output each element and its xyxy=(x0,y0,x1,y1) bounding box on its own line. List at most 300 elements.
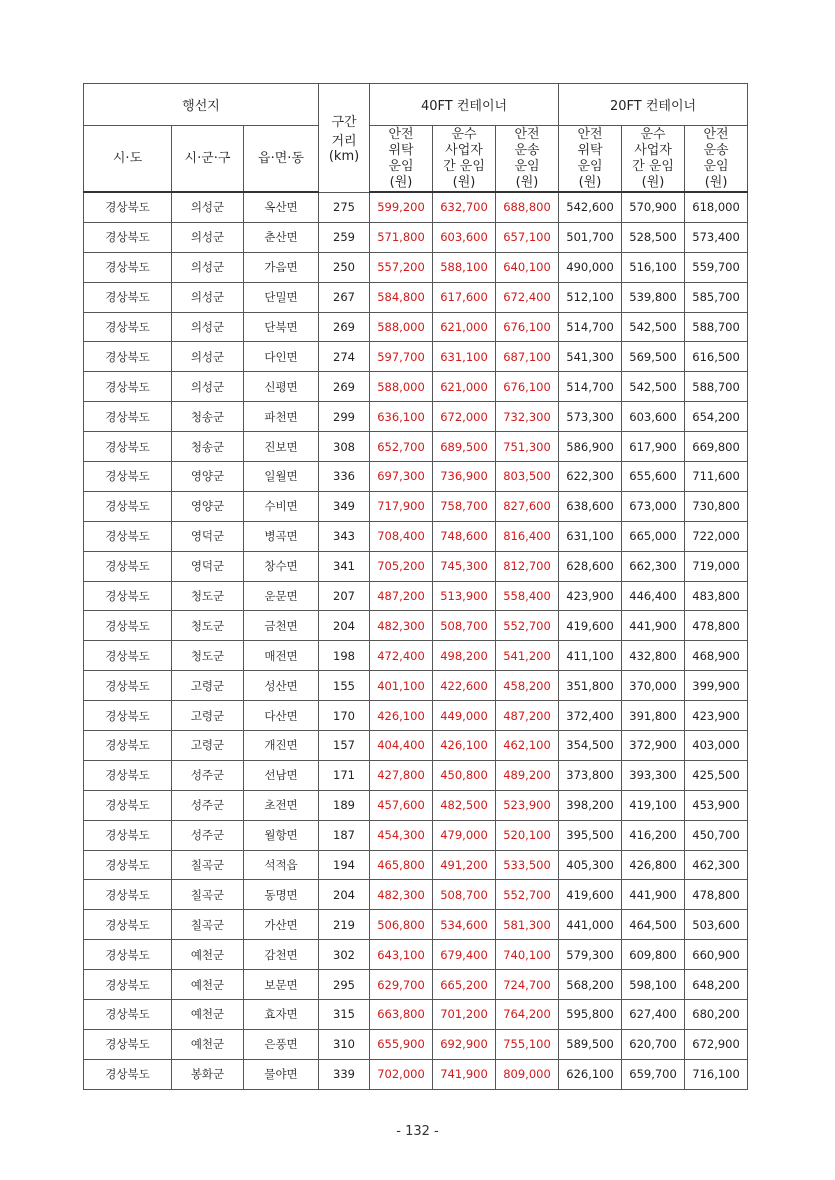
ft20-safe-transport-cell: 669,800 xyxy=(685,432,748,462)
ft20-safe-transport-cell: 654,200 xyxy=(685,402,748,432)
ft40-header: 40FT 컨테이너 xyxy=(370,84,559,126)
sigungu-cell: 예천군 xyxy=(172,1000,244,1030)
eupmyeondong-cell: 창수면 xyxy=(244,551,319,581)
ft40-carrier-between-cell: 482,500 xyxy=(433,790,496,820)
ft20-safe-consign-cell: 541,300 xyxy=(559,342,622,372)
ft40-carrier-between-cell: 758,700 xyxy=(433,491,496,521)
ft40-safe-consign-cell: 506,800 xyxy=(370,910,433,940)
ft20-safe-transport-cell: 399,900 xyxy=(685,671,748,701)
ft20-safe-transport-cell: 719,000 xyxy=(685,551,748,581)
ft20-safe-transport-cell: 722,000 xyxy=(685,521,748,551)
table-row xyxy=(84,282,748,312)
distance-cell: 343 xyxy=(319,521,370,551)
distance-cell: 302 xyxy=(319,940,370,970)
ft40-safe-transport-cell: 523,900 xyxy=(496,790,559,820)
ft40-safe-consign-cell: 588,000 xyxy=(370,372,433,402)
ft40-carrier-between-cell: 621,000 xyxy=(433,372,496,402)
sigungu-cell: 의성군 xyxy=(172,222,244,252)
distance-cell: 269 xyxy=(319,372,370,402)
eupmyeondong-cell: 파천면 xyxy=(244,402,319,432)
ft20-safe-consign-cell: 419,600 xyxy=(559,611,622,641)
sido-cell: 경상북도 xyxy=(84,940,172,970)
ft40-safe-consign-header: 안전 위탁 운임 (원) xyxy=(370,126,433,193)
ft40-carrier-between-cell: 498,200 xyxy=(433,641,496,671)
ft20-carrier-between-cell: 655,600 xyxy=(622,462,685,492)
ft40-carrier-between-header: 운수 사업자 간 운임 (원) xyxy=(433,126,496,193)
eupmyeondong-cell: 매전면 xyxy=(244,641,319,671)
ft20-carrier-between-cell: 528,500 xyxy=(622,222,685,252)
eupmyeondong-cell: 수비면 xyxy=(244,491,319,521)
ft20-safe-transport-cell: 559,700 xyxy=(685,252,748,282)
ft40-safe-transport-cell: 755,100 xyxy=(496,1029,559,1059)
ft20-carrier-between-cell: 441,900 xyxy=(622,611,685,641)
ft20-safe-consign-cell: 568,200 xyxy=(559,970,622,1000)
distance-cell: 204 xyxy=(319,611,370,641)
sigungu-cell: 고령군 xyxy=(172,731,244,761)
ft40-carrier-between-cell: 741,900 xyxy=(433,1059,496,1089)
ft20-carrier-between-cell: 598,100 xyxy=(622,970,685,1000)
ft40-safe-transport-cell: 552,700 xyxy=(496,611,559,641)
table-row xyxy=(84,671,748,701)
ft40-safe-transport-cell: 462,100 xyxy=(496,731,559,761)
rate-table xyxy=(83,83,748,1090)
table-row xyxy=(84,342,748,372)
eupmyeondong-cell: 보문면 xyxy=(244,970,319,1000)
eupmyeondong-cell: 다산면 xyxy=(244,701,319,731)
table-row xyxy=(84,312,748,342)
table-row xyxy=(84,581,748,611)
ft40-safe-transport-cell: 520,100 xyxy=(496,820,559,850)
ft40-safe-transport-cell: 640,100 xyxy=(496,252,559,282)
distance-cell: 269 xyxy=(319,312,370,342)
eupmyeondong-cell: 일월면 xyxy=(244,462,319,492)
ft40-safe-consign-cell: 652,700 xyxy=(370,432,433,462)
ft20-safe-transport-cell: 478,800 xyxy=(685,880,748,910)
ft20-carrier-between-cell: 446,400 xyxy=(622,581,685,611)
sido-cell: 경상북도 xyxy=(84,970,172,1000)
ft40-safe-transport-cell: 740,100 xyxy=(496,940,559,970)
ft40-carrier-between-cell: 748,600 xyxy=(433,521,496,551)
ft20-carrier-between-cell: 569,500 xyxy=(622,342,685,372)
ft40-safe-consign-cell: 636,100 xyxy=(370,402,433,432)
ft20-safe-transport-cell: 716,100 xyxy=(685,1059,748,1089)
ft40-carrier-between-cell: 422,600 xyxy=(433,671,496,701)
sigungu-cell: 예천군 xyxy=(172,1029,244,1059)
ft20-safe-consign-cell: 354,500 xyxy=(559,731,622,761)
distance-cell: 295 xyxy=(319,970,370,1000)
sido-cell: 경상북도 xyxy=(84,402,172,432)
ft40-safe-consign-cell: 427,800 xyxy=(370,760,433,790)
eupmyeondong-cell: 성산면 xyxy=(244,671,319,701)
eupmyeondong-cell: 효자면 xyxy=(244,1000,319,1030)
ft20-safe-consign-cell: 631,100 xyxy=(559,521,622,551)
ft20-safe-consign-header: 안전 위탁 운임 (원) xyxy=(559,126,622,193)
sido-cell: 경상북도 xyxy=(84,491,172,521)
distance-cell: 299 xyxy=(319,402,370,432)
ft20-carrier-between-cell: 419,100 xyxy=(622,790,685,820)
ft40-carrier-between-cell: 631,100 xyxy=(433,342,496,372)
table-row xyxy=(84,910,748,940)
ft40-safe-transport-cell: 812,700 xyxy=(496,551,559,581)
eupmyeondong-cell: 감천면 xyxy=(244,940,319,970)
ft40-carrier-between-cell: 617,600 xyxy=(433,282,496,312)
ft40-carrier-between-cell: 679,400 xyxy=(433,940,496,970)
table-row xyxy=(84,462,748,492)
ft40-safe-consign-cell: 663,800 xyxy=(370,1000,433,1030)
ft40-safe-consign-cell: 702,000 xyxy=(370,1059,433,1089)
ft40-safe-consign-cell: 697,300 xyxy=(370,462,433,492)
ft40-safe-consign-cell: 588,000 xyxy=(370,312,433,342)
ft40-safe-transport-cell: 732,300 xyxy=(496,402,559,432)
table-row xyxy=(84,790,748,820)
eupmyeondong-cell: 석적읍 xyxy=(244,850,319,880)
ft20-safe-transport-cell: 648,200 xyxy=(685,970,748,1000)
eupmyeondong-cell: 초전면 xyxy=(244,790,319,820)
eupmyeondong-cell: 물야면 xyxy=(244,1059,319,1089)
sigungu-cell: 청도군 xyxy=(172,611,244,641)
sido-cell: 경상북도 xyxy=(84,731,172,761)
sido-cell: 경상북도 xyxy=(84,910,172,940)
ft20-carrier-between-cell: 662,300 xyxy=(622,551,685,581)
ft20-safe-consign-cell: 351,800 xyxy=(559,671,622,701)
sido-cell: 경상북도 xyxy=(84,760,172,790)
distance-cell: 274 xyxy=(319,342,370,372)
ft20-safe-transport-cell: 616,500 xyxy=(685,342,748,372)
distance-header: 구간 거리 (km) xyxy=(319,84,370,193)
ft40-safe-transport-header: 안전 운송 운임 (원) xyxy=(496,126,559,193)
ft40-carrier-between-cell: 701,200 xyxy=(433,1000,496,1030)
ft40-safe-consign-cell: 454,300 xyxy=(370,820,433,850)
ft40-safe-consign-cell: 597,700 xyxy=(370,342,433,372)
sido-cell: 경상북도 xyxy=(84,641,172,671)
eupmyeondong-cell: 가산면 xyxy=(244,910,319,940)
ft40-safe-consign-cell: 708,400 xyxy=(370,521,433,551)
sigungu-cell: 고령군 xyxy=(172,701,244,731)
table-row xyxy=(84,880,748,910)
sido-cell: 경상북도 xyxy=(84,850,172,880)
ft20-safe-transport-cell: 711,600 xyxy=(685,462,748,492)
ft20-safe-transport-cell: 483,800 xyxy=(685,581,748,611)
distance-cell: 171 xyxy=(319,760,370,790)
ft40-carrier-between-cell: 513,900 xyxy=(433,581,496,611)
ft40-safe-transport-cell: 541,200 xyxy=(496,641,559,671)
sigungu-cell: 의성군 xyxy=(172,282,244,312)
destination-header: 행선지 xyxy=(84,84,319,126)
eupmyeondong-cell: 다인면 xyxy=(244,342,319,372)
ft20-safe-transport-cell: 672,900 xyxy=(685,1029,748,1059)
eupmyeondong-header: 읍·면·동 xyxy=(244,126,319,193)
ft20-safe-consign-cell: 595,800 xyxy=(559,1000,622,1030)
ft20-carrier-between-cell: 441,900 xyxy=(622,880,685,910)
sigungu-cell: 칠곡군 xyxy=(172,880,244,910)
sido-cell: 경상북도 xyxy=(84,372,172,402)
ft40-safe-transport-cell: 809,000 xyxy=(496,1059,559,1089)
ft20-carrier-between-cell: 542,500 xyxy=(622,312,685,342)
sigungu-cell: 성주군 xyxy=(172,790,244,820)
ft40-safe-transport-cell: 458,200 xyxy=(496,671,559,701)
ft40-safe-transport-cell: 657,100 xyxy=(496,222,559,252)
ft40-safe-consign-cell: 465,800 xyxy=(370,850,433,880)
sigungu-cell: 예천군 xyxy=(172,970,244,1000)
ft20-safe-consign-cell: 423,900 xyxy=(559,581,622,611)
ft40-carrier-between-cell: 534,600 xyxy=(433,910,496,940)
ft20-carrier-between-cell: 542,500 xyxy=(622,372,685,402)
sido-cell: 경상북도 xyxy=(84,432,172,462)
ft20-carrier-between-cell: 617,900 xyxy=(622,432,685,462)
eupmyeondong-cell: 개진면 xyxy=(244,731,319,761)
ft20-safe-transport-cell: 423,900 xyxy=(685,701,748,731)
ft40-safe-transport-cell: 688,800 xyxy=(496,192,559,222)
sido-cell: 경상북도 xyxy=(84,551,172,581)
sido-cell: 경상북도 xyxy=(84,192,172,222)
ft40-safe-transport-cell: 533,500 xyxy=(496,850,559,880)
sido-cell: 경상북도 xyxy=(84,671,172,701)
distance-cell: 187 xyxy=(319,820,370,850)
eupmyeondong-cell: 은풍면 xyxy=(244,1029,319,1059)
ft40-safe-consign-cell: 705,200 xyxy=(370,551,433,581)
ft20-carrier-between-cell: 464,500 xyxy=(622,910,685,940)
ft40-safe-consign-cell: 482,300 xyxy=(370,611,433,641)
distance-cell: 198 xyxy=(319,641,370,671)
ft20-safe-transport-cell: 468,900 xyxy=(685,641,748,671)
page-number: - 132 - xyxy=(396,1124,439,1139)
sigungu-cell: 영양군 xyxy=(172,491,244,521)
ft40-carrier-between-cell: 603,600 xyxy=(433,222,496,252)
ft20-carrier-between-cell: 370,000 xyxy=(622,671,685,701)
distance-cell: 339 xyxy=(319,1059,370,1089)
ft20-safe-consign-cell: 398,200 xyxy=(559,790,622,820)
table-row xyxy=(84,551,748,581)
sido-cell: 경상북도 xyxy=(84,282,172,312)
ft40-safe-transport-cell: 724,700 xyxy=(496,970,559,1000)
distance-cell: 267 xyxy=(319,282,370,312)
ft40-safe-transport-cell: 816,400 xyxy=(496,521,559,551)
ft20-safe-consign-cell: 626,100 xyxy=(559,1059,622,1089)
distance-cell: 250 xyxy=(319,252,370,282)
sigungu-cell: 의성군 xyxy=(172,342,244,372)
sido-cell: 경상북도 xyxy=(84,1029,172,1059)
ft20-safe-consign-cell: 405,300 xyxy=(559,850,622,880)
ft40-safe-transport-cell: 676,100 xyxy=(496,372,559,402)
ft20-safe-consign-cell: 514,700 xyxy=(559,312,622,342)
table-row xyxy=(84,970,748,1000)
ft40-safe-transport-cell: 672,400 xyxy=(496,282,559,312)
ft40-safe-transport-cell: 687,100 xyxy=(496,342,559,372)
sigungu-cell: 성주군 xyxy=(172,760,244,790)
table-row xyxy=(84,760,748,790)
sigungu-cell: 봉화군 xyxy=(172,1059,244,1089)
ft20-safe-consign-cell: 638,600 xyxy=(559,491,622,521)
ft40-safe-consign-cell: 401,100 xyxy=(370,671,433,701)
table-row xyxy=(84,402,748,432)
sigungu-cell: 의성군 xyxy=(172,312,244,342)
table-row xyxy=(84,1059,748,1089)
ft20-safe-consign-cell: 589,500 xyxy=(559,1029,622,1059)
distance-cell: 308 xyxy=(319,432,370,462)
ft40-safe-consign-cell: 404,400 xyxy=(370,731,433,761)
sigungu-cell: 의성군 xyxy=(172,372,244,402)
ft40-safe-consign-cell: 426,100 xyxy=(370,701,433,731)
sido-cell: 경상북도 xyxy=(84,790,172,820)
table-row xyxy=(84,192,748,222)
ft40-carrier-between-cell: 736,900 xyxy=(433,462,496,492)
ft40-safe-consign-cell: 655,900 xyxy=(370,1029,433,1059)
ft40-carrier-between-cell: 491,200 xyxy=(433,850,496,880)
distance-cell: 349 xyxy=(319,491,370,521)
ft20-safe-consign-cell: 373,800 xyxy=(559,760,622,790)
sigungu-cell: 청도군 xyxy=(172,641,244,671)
ft40-safe-consign-cell: 457,600 xyxy=(370,790,433,820)
ft40-safe-consign-cell: 557,200 xyxy=(370,252,433,282)
ft20-safe-consign-cell: 622,300 xyxy=(559,462,622,492)
sigungu-cell: 칠곡군 xyxy=(172,910,244,940)
distance-cell: 219 xyxy=(319,910,370,940)
eupmyeondong-cell: 단밀면 xyxy=(244,282,319,312)
ft20-safe-consign-cell: 441,000 xyxy=(559,910,622,940)
ft40-safe-transport-cell: 764,200 xyxy=(496,1000,559,1030)
ft20-carrier-between-cell: 391,800 xyxy=(622,701,685,731)
table-row xyxy=(84,252,748,282)
ft20-carrier-between-cell: 659,700 xyxy=(622,1059,685,1089)
ft20-carrier-between-cell: 609,800 xyxy=(622,940,685,970)
ft20-carrier-between-cell: 570,900 xyxy=(622,192,685,222)
sigungu-header: 시·군·구 xyxy=(172,126,244,193)
ft20-safe-consign-cell: 419,600 xyxy=(559,880,622,910)
sigungu-cell: 칠곡군 xyxy=(172,850,244,880)
eupmyeondong-cell: 선남면 xyxy=(244,760,319,790)
table-row xyxy=(84,701,748,731)
sido-cell: 경상북도 xyxy=(84,1000,172,1030)
table-row xyxy=(84,521,748,551)
table-row xyxy=(84,940,748,970)
ft40-safe-consign-cell: 472,400 xyxy=(370,641,433,671)
ft20-carrier-between-cell: 372,900 xyxy=(622,731,685,761)
sido-cell: 경상북도 xyxy=(84,611,172,641)
ft20-safe-consign-cell: 579,300 xyxy=(559,940,622,970)
table-row xyxy=(84,372,748,402)
sido-cell: 경상북도 xyxy=(84,581,172,611)
ft20-carrier-between-cell: 426,800 xyxy=(622,850,685,880)
ft40-safe-consign-cell: 629,700 xyxy=(370,970,433,1000)
ft40-safe-consign-cell: 643,100 xyxy=(370,940,433,970)
distance-cell: 157 xyxy=(319,731,370,761)
ft40-safe-consign-cell: 571,800 xyxy=(370,222,433,252)
ft20-safe-consign-cell: 490,000 xyxy=(559,252,622,282)
table-row xyxy=(84,820,748,850)
distance-cell: 189 xyxy=(319,790,370,820)
sido-cell: 경상북도 xyxy=(84,521,172,551)
sido-header: 시·도 xyxy=(84,126,172,193)
distance-cell: 275 xyxy=(319,192,370,222)
eupmyeondong-cell: 금천면 xyxy=(244,611,319,641)
sigungu-cell: 영덕군 xyxy=(172,551,244,581)
ft40-carrier-between-cell: 689,500 xyxy=(433,432,496,462)
sido-cell: 경상북도 xyxy=(84,880,172,910)
ft20-carrier-between-cell: 539,800 xyxy=(622,282,685,312)
ft20-safe-consign-cell: 512,100 xyxy=(559,282,622,312)
ft20-safe-transport-cell: 450,700 xyxy=(685,820,748,850)
ft20-carrier-between-cell: 620,700 xyxy=(622,1029,685,1059)
table-body xyxy=(84,192,748,1089)
sigungu-cell: 의성군 xyxy=(172,252,244,282)
sigungu-cell: 청송군 xyxy=(172,402,244,432)
ft20-safe-transport-cell: 588,700 xyxy=(685,312,748,342)
table-row xyxy=(84,491,748,521)
table-row xyxy=(84,432,748,462)
ft40-carrier-between-cell: 449,000 xyxy=(433,701,496,731)
ft40-safe-consign-cell: 487,200 xyxy=(370,581,433,611)
sido-cell: 경상북도 xyxy=(84,342,172,372)
ft20-safe-consign-cell: 411,100 xyxy=(559,641,622,671)
distance-cell: 310 xyxy=(319,1029,370,1059)
distance-cell: 207 xyxy=(319,581,370,611)
ft20-carrier-between-cell: 393,300 xyxy=(622,760,685,790)
eupmyeondong-cell: 진보면 xyxy=(244,432,319,462)
ft20-safe-transport-cell: 588,700 xyxy=(685,372,748,402)
ft20-safe-transport-cell: 660,900 xyxy=(685,940,748,970)
sigungu-cell: 의성군 xyxy=(172,192,244,222)
ft40-safe-transport-cell: 827,600 xyxy=(496,491,559,521)
ft40-safe-consign-cell: 599,200 xyxy=(370,192,433,222)
distance-cell: 259 xyxy=(319,222,370,252)
ft20-safe-consign-cell: 501,700 xyxy=(559,222,622,252)
sido-cell: 경상북도 xyxy=(84,312,172,342)
eupmyeondong-cell: 동명면 xyxy=(244,880,319,910)
ft40-safe-transport-cell: 487,200 xyxy=(496,701,559,731)
ft40-carrier-between-cell: 450,800 xyxy=(433,760,496,790)
table-row xyxy=(84,731,748,761)
ft20-safe-consign-cell: 514,700 xyxy=(559,372,622,402)
distance-cell: 155 xyxy=(319,671,370,701)
ft40-safe-transport-cell: 751,300 xyxy=(496,432,559,462)
ft20-safe-transport-cell: 453,900 xyxy=(685,790,748,820)
sido-cell: 경상북도 xyxy=(84,701,172,731)
ft20-safe-transport-cell: 478,800 xyxy=(685,611,748,641)
ft20-carrier-between-cell: 673,000 xyxy=(622,491,685,521)
distance-cell: 204 xyxy=(319,880,370,910)
ft20-carrier-between-cell: 432,800 xyxy=(622,641,685,671)
distance-cell: 315 xyxy=(319,1000,370,1030)
ft40-safe-transport-cell: 676,100 xyxy=(496,312,559,342)
ft40-carrier-between-cell: 426,100 xyxy=(433,731,496,761)
eupmyeondong-cell: 춘산면 xyxy=(244,222,319,252)
sigungu-cell: 영덕군 xyxy=(172,521,244,551)
eupmyeondong-cell: 가음면 xyxy=(244,252,319,282)
ft20-carrier-between-cell: 516,100 xyxy=(622,252,685,282)
ft40-safe-transport-cell: 581,300 xyxy=(496,910,559,940)
ft40-carrier-between-cell: 672,000 xyxy=(433,402,496,432)
table-row xyxy=(84,850,748,880)
distance-cell: 170 xyxy=(319,701,370,731)
ft40-carrier-between-cell: 665,200 xyxy=(433,970,496,1000)
table-row xyxy=(84,641,748,671)
ft40-carrier-between-cell: 588,100 xyxy=(433,252,496,282)
ft20-safe-consign-cell: 586,900 xyxy=(559,432,622,462)
ft20-safe-transport-cell: 573,400 xyxy=(685,222,748,252)
ft40-carrier-between-cell: 508,700 xyxy=(433,611,496,641)
sigungu-cell: 예천군 xyxy=(172,940,244,970)
ft20-safe-transport-cell: 618,000 xyxy=(685,192,748,222)
ft40-safe-transport-cell: 803,500 xyxy=(496,462,559,492)
eupmyeondong-cell: 월항면 xyxy=(244,820,319,850)
ft40-carrier-between-cell: 632,700 xyxy=(433,192,496,222)
eupmyeondong-cell: 병곡면 xyxy=(244,521,319,551)
ft20-carrier-between-cell: 603,600 xyxy=(622,402,685,432)
ft20-carrier-between-cell: 416,200 xyxy=(622,820,685,850)
ft20-safe-consign-cell: 573,300 xyxy=(559,402,622,432)
ft20-safe-transport-cell: 425,500 xyxy=(685,760,748,790)
sido-cell: 경상북도 xyxy=(84,222,172,252)
